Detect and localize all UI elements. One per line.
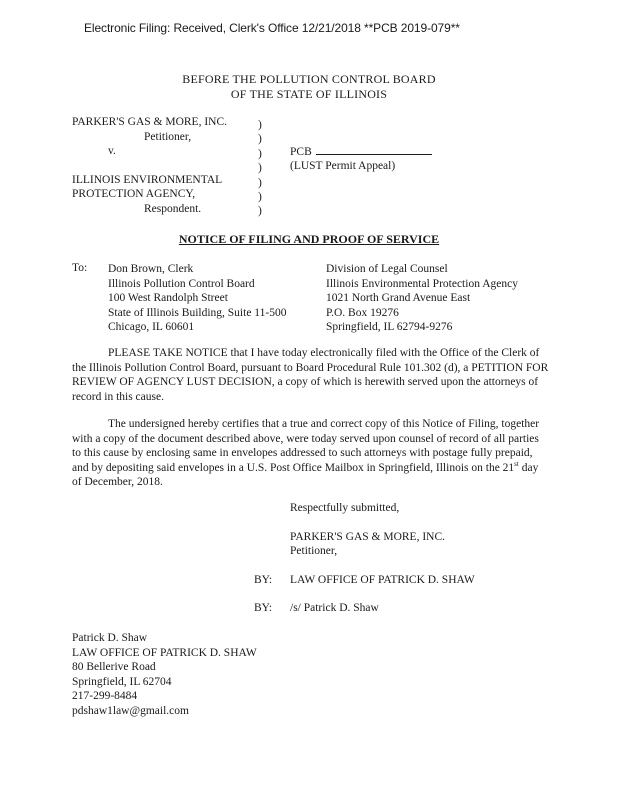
recipient-clerk-line: Chicago, IL 60601 — [108, 321, 195, 334]
respondent-role: Respondent. — [144, 203, 202, 215]
recipient-agency-line: P.O. Box 19276 — [326, 306, 399, 319]
notice-title: NOTICE OF FILING AND PROOF OF SERVICE — [178, 232, 440, 246]
petitioner-role: Petitioner, — [144, 131, 192, 143]
pcb-number-blank — [316, 145, 432, 155]
recipient-agency — [326, 262, 518, 335]
closing: Respectfully submitted, — [290, 502, 400, 514]
recipient-agency-line: Division of Legal Counsel — [326, 263, 448, 275]
certification-text: The undersigned hereby certifies that a true and correct copy of this Notice of Filing, together with a copy of the document described above, were today served upon counsel of record of all parties to this cause by enclosing same in envelopes addressed to such attorneys with postage fully prepaid, and by depositing said envelopes in a U.S. Post Office Mailbox in Springfield, Illinois on the 21 — [72, 418, 540, 474]
party-role: Petitioner, — [290, 545, 338, 557]
party-name: PARKER'S GAS & MORE, INC. — [290, 531, 446, 543]
by-label: BY: — [254, 574, 273, 586]
certification-date: day of December, 2018. — [72, 461, 539, 489]
recipient-clerk-line: 100 West Randolph Street — [108, 292, 228, 305]
recipient-agency-line: 1021 North Grand Avenue East — [326, 292, 471, 305]
caption-parentheses: ) ) ) ) ) ) ) — [258, 119, 262, 218]
respondent-name-line1: ILLINOIS ENVIRONMENTAL — [72, 174, 223, 186]
to-label: To: — [72, 262, 88, 274]
petitioner-name: PARKER'S GAS & MORE, INC. — [72, 116, 228, 128]
attorney-name: Patrick D. Shaw — [72, 632, 148, 644]
respondent-name-line2: PROTECTION AGENCY, — [72, 188, 196, 200]
attorney-phone: 217-299-8484 — [72, 690, 138, 703]
notice-paragraph: PLEASE TAKE NOTICE that I have today electronically filed with the Office of the Clerk of the Illinois Pollution Control Board, pursuant to Board Procedural Rule 101.302 (d), a PETITION FOR REVIEW OF AGENCY LUST DECISION, a copy of which is herewith served upon the attorneys of record in this cause. — [72, 347, 549, 403]
versus: v. — [108, 145, 116, 157]
by-firm: LAW OFFICE OF PATRICK D. SHAW — [290, 574, 475, 586]
attorney-street: 80 Bellerive Road — [72, 661, 156, 674]
pcb-number — [290, 145, 432, 158]
attorney-email: pdshaw1law@gmail.com — [72, 704, 189, 717]
board-title-line1: BEFORE THE POLLUTION CONTROL BOARD — [182, 72, 436, 86]
attorney-firm: LAW OFFICE OF PATRICK D. SHAW — [72, 646, 257, 659]
ordinal-suffix: st — [514, 459, 519, 468]
by-label: BY: — [254, 602, 273, 614]
recipient-agency-line: Springfield, IL 62794-9276 — [326, 321, 453, 334]
appeal-type: (LUST Permit Appeal) — [290, 160, 396, 172]
board-title-line2: OF THE STATE OF ILLINOIS — [230, 87, 388, 101]
electronic-signature: /s/ Patrick D. Shaw — [290, 602, 379, 614]
certification-paragraph — [72, 417, 550, 490]
recipient-clerk-line: Illinois Pollution Control Board — [108, 277, 255, 290]
attorney-contact — [72, 631, 257, 719]
pcb-label: PCB — [290, 146, 312, 158]
recipient-clerk — [108, 262, 286, 335]
filing-stamp: Electronic Filing: Received, Clerk's Office 12/21/2018 **PCB 2019-079** — [84, 21, 460, 35]
recipient-clerk-line: State of Illinois Building, Suite 11-500 — [108, 306, 287, 319]
recipient-clerk-line: Don Brown, Clerk — [108, 263, 194, 275]
recipient-agency-line: Illinois Environmental Protection Agency — [326, 277, 518, 290]
attorney-city: Springfield, IL 62704 — [72, 675, 172, 688]
